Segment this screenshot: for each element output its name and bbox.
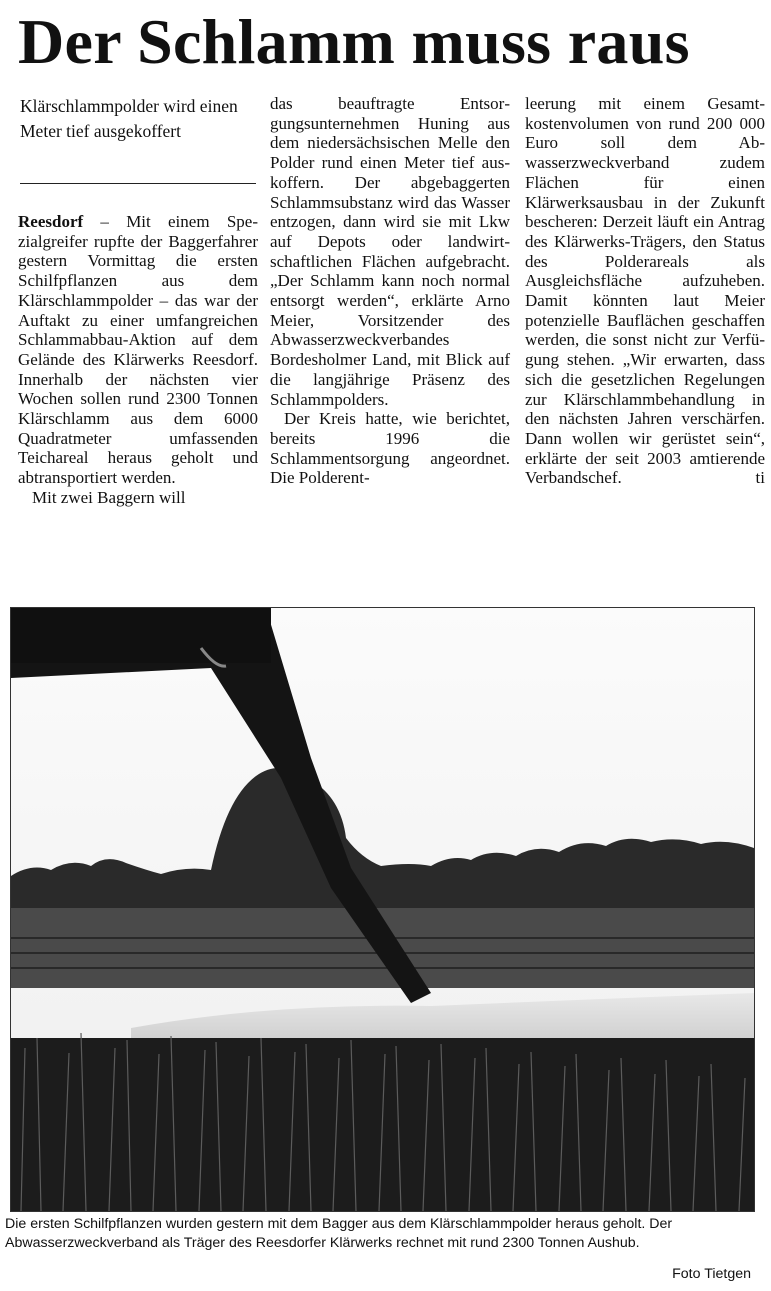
news-photo bbox=[10, 607, 755, 1212]
paragraph-2-cont bbox=[270, 94, 510, 409]
headline: Der Schlamm muss raus bbox=[18, 6, 690, 77]
author-signature: ti bbox=[755, 468, 765, 488]
paragraph-3-text-a: Der Kreis hatte, wie berichtet, bereits 1996 die Schlammentsorgung angeordnet. Die Polderent- bbox=[270, 409, 510, 488]
paragraph-2-text-b: das beauftragte Entsorgungsunternehmen Huning aus dem niedersächsischen Melle den Polder rund einen Meter tief auskoffern. Der abgebaggerten Schlammsubstanz wird das Wasser entzogen, dann wird sie mit Lkw auf Depots oder landwirtschaftlichen Flächen aufgebracht. „Der Schlamm kann noch normal entsorgt werden“, erklärte Arno Meier, Vorsitzender des Abwasserzweckverbandes Bordesholmer Land, mit Blick auf die langjährige Präsenz des Schlammpolders. bbox=[270, 94, 510, 409]
article-column-1 bbox=[18, 212, 258, 508]
paragraph-1-text: – Mit einem Spezialgreifer rupfte der Baggerfahrer gestern Vormittag die ersten Schilfpflanzen aus dem Klärschlammpolder – das war der Auftakt zu einer umfangreichen Schlammabbau-Aktion auf dem Gelände des Klärwerks Reesdorf. Innerhalb der nächsten vier Wochen sollen rund 2300 Tonnen Klärschlamm aus dem 6000 Quadratmeter umfassenden Teichareal heraus geholt und abtransportiert werden. bbox=[18, 212, 258, 488]
photo-credit: Foto Tietgen bbox=[672, 1266, 751, 1282]
paragraph-2-start bbox=[18, 488, 258, 508]
subheadline-rule bbox=[20, 183, 256, 184]
paragraph-3-text-b: leerung mit einem Gesamtkostenvolumen von rund 200 000 Euro soll dem Abwasserzweckverband zudem Flächen für einen Klärwerksausbau in der Zukunft bescheren: Derzeit läuft ein Antrag des Klärwerks-Trägers, den Status des Polderareals als Ausgleichsfläche aufzuheben. Damit könnten laut Meier potenzielle Bauflächen geschaffen werden, die sonst nicht zur Verfügung stehen. „Wir erwarten, dass sich die gesetzlichen Regelungen zur Klärschlammbehandlung in den nächsten Jahren verschärfen. Dann wollen wir gerüstet sein“, erklärte der seit 2003 amtierende Verbandschef. bbox=[525, 94, 765, 488]
subheadline: Klärschlammpolder wird einen Meter tief ausgekoffert bbox=[20, 96, 238, 141]
photo-caption: Die ersten Schilfpflanzen wurden gestern mit dem Bagger aus dem Klärschlammpolder heraus geholt. Der Abwasserzweckverband als Träger des Reesdorfer Klärwerks rechnet mit rund 2300 Tonnen Aushub. bbox=[5, 1216, 673, 1251]
article-column-2 bbox=[270, 94, 510, 488]
article-column-3 bbox=[525, 94, 765, 488]
paragraph-3-start bbox=[270, 409, 510, 488]
paragraph-2-text-a: Mit zwei Baggern will bbox=[32, 487, 186, 507]
excavator-cab bbox=[11, 608, 271, 663]
paragraph-1 bbox=[18, 212, 258, 488]
dateline: Reesdorf bbox=[18, 212, 84, 231]
excavator-pond-photo bbox=[11, 608, 754, 1211]
paragraph-3-cont bbox=[525, 94, 765, 488]
